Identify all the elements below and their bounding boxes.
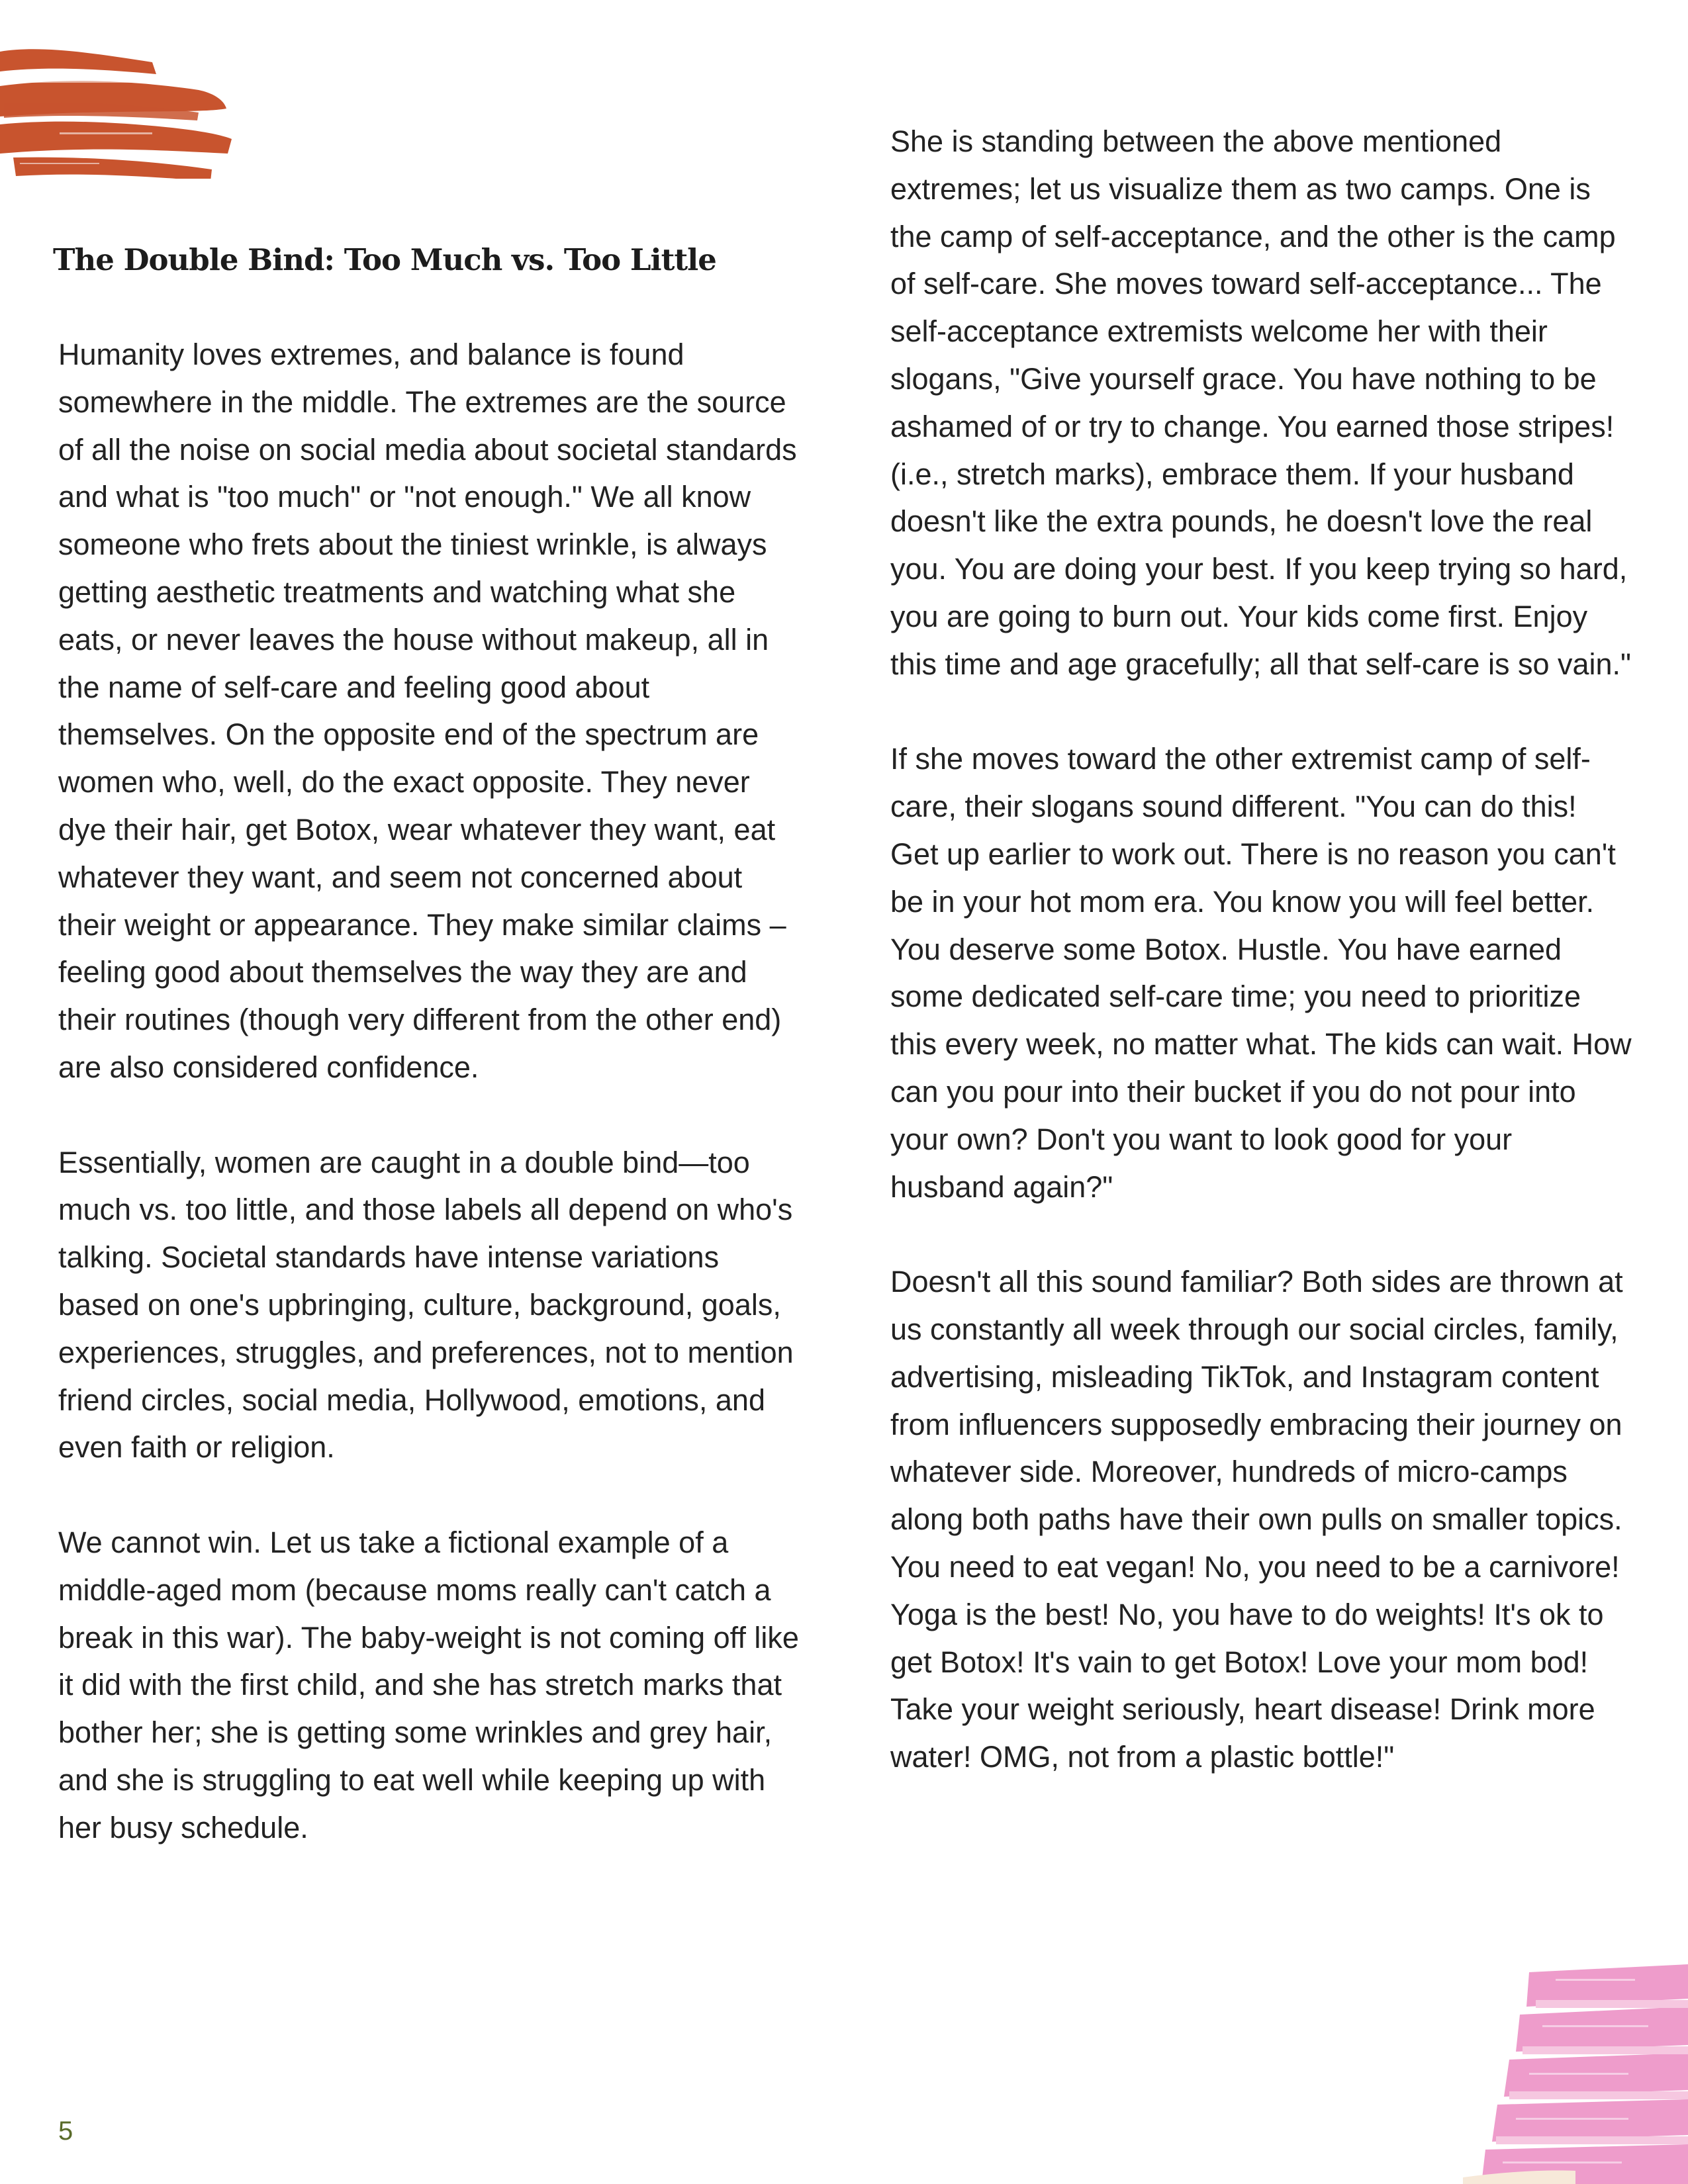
paragraph: She is standing between the above mentioned extremes; let us visualize them as two camps. One is the camp of self-acceptance, and the other is the camp of self-care. She moves toward self-acceptance... The self-acceptance extremists welcome her with their slogans, "Give yourself grace. You have nothing to be ashamed of or try to change. You earned those stripes! (i.e., stretch marks), embrace them. If your husband doesn't like the extra pounds, he doesn't love the real you. You are doing your best. If you keep trying so hard, you are going to burn out. Your kids come first. Enjoy this time and age gracefully; all that self-care is so vain." <box>890 124 1632 681</box>
left-column <box>58 331 800 1852</box>
paragraph: Humanity loves extremes, and balance is found somewhere in the middle. The extremes are the source of all the noise on social media about societal standards and what is "too much" or "not enough." We all know someone who frets about the tiniest wrinkle, is always getting aesthetic treatments and watching what she eats, or never leaves the house without makeup, all in the name of self-care and feeling good about themselves. On the opposite end of the spectrum are women who, well, do the exact opposite. They never dye their hair, get Botox, wear whatever they want, eat whatever they want, and seem not concerned about their weight or appearance. They make similar claims – feeling good about themselves the way they are and their routines (though very different from the other end) are also considered confidence. <box>58 338 797 1084</box>
paragraph: We cannot win. Let us take a fictional example of a middle-aged mom (because moms really can't catch a break in this war). The baby-weight is not coming off like it did with the first child, and she has stretch marks that bother her; she is getting some wrinkles and grey hair, and she is struggling to eat well while keeping up with her busy schedule. <box>58 1525 799 1844</box>
page-number: 5 <box>58 2116 73 2146</box>
paragraph: Doesn't all this sound familiar? Both sides are thrown at us constantly all week through our social circles, family, advertising, misleading TikTok, and Instagram content from influencers supposedly embracing their journey on whatever side. Moreover, hundreds of micro-camps along both paths have their own pulls on smaller topics. You need to eat vegan! No, you need to be a carnivore! Yoga is the best! No, you have to do weights! It's ok to get Botox! It's vain to get Botox! Love your mom bod! Take your weight seriously, heart disease! Drink more water! OMG, not from a plastic bottle!" <box>890 1265 1623 1774</box>
pink-brush-stroke-decoration <box>1463 1959 1688 2184</box>
article-heading: The Double Bind: Too Much vs. Too Little <box>53 242 716 277</box>
paragraph: If she moves toward the other extremist camp of self-care, their slogans sound different. "You can do this! Get up earlier to work out. There is no reason you can't be in your hot mom era. You know you will feel better. You deserve some Botox. Hustle. You have earned some dedicated self-care time; you need to prioritize this every week, no matter what. The kids can wait. How can you pour into their bucket if you do not pour into your own? Don't you want to look good for your husband again?" <box>890 742 1632 1204</box>
paragraph: Essentially, women are caught in a double bind—too much vs. too little, and those labels all depend on who's talking. Societal standards have intense variations based on one's upbringing, culture, background, goals, experiences, struggles, and preferences, not to mention friend circles, social media, Hollywood, emotions, and even faith or religion. <box>58 1145 794 1465</box>
right-column <box>890 118 1632 1781</box>
orange-brush-stroke-decoration <box>0 40 238 179</box>
